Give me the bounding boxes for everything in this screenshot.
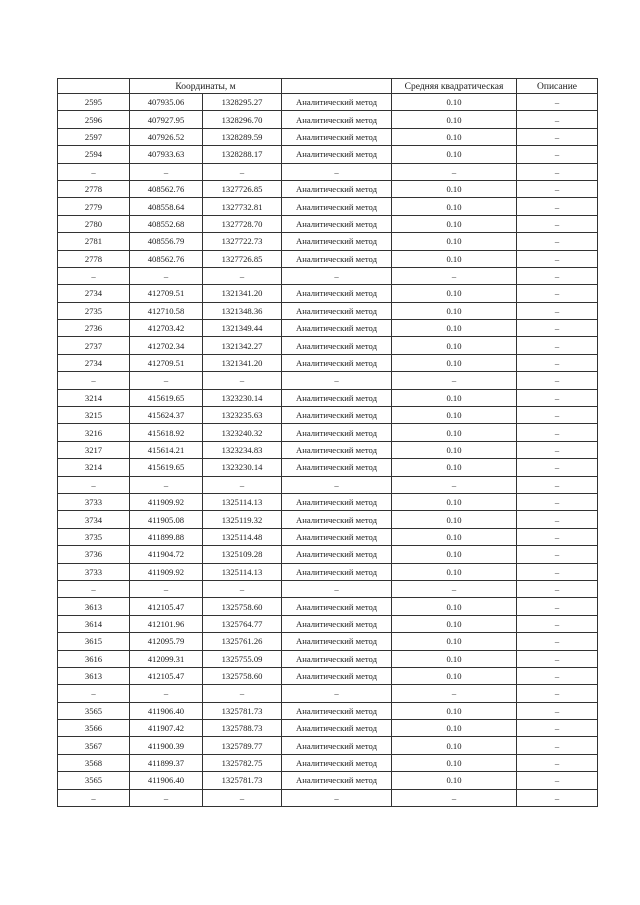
coord-x-cell: 407927.95 — [130, 111, 203, 128]
method-cell: Аналитический метод — [282, 615, 392, 632]
point-number-cell: – — [58, 685, 130, 702]
description-cell: – — [517, 146, 598, 163]
point-number-cell: 3735 — [58, 528, 130, 545]
point-number-cell: 3733 — [58, 493, 130, 510]
method-cell: Аналитический метод — [282, 772, 392, 789]
error-cell: 0.10 — [392, 528, 517, 545]
table-row — [58, 633, 598, 650]
coord-y-cell: 1327722.73 — [203, 233, 282, 250]
table-row — [58, 511, 598, 528]
method-cell: Аналитический метод — [282, 667, 392, 684]
point-number-cell: 2734 — [58, 354, 130, 371]
description-cell: – — [517, 476, 598, 493]
coord-y-cell: 1325788.73 — [203, 720, 282, 737]
point-number-cell: – — [58, 372, 130, 389]
point-number-cell: 3565 — [58, 702, 130, 719]
table-body — [58, 94, 598, 807]
method-cell: Аналитический метод — [282, 407, 392, 424]
error-cell: 0.10 — [392, 337, 517, 354]
coord-y-cell: 1323230.14 — [203, 459, 282, 476]
method-cell: Аналитический метод — [282, 146, 392, 163]
method-cell: Аналитический метод — [282, 180, 392, 197]
method-cell: Аналитический метод — [282, 337, 392, 354]
method-cell: Аналитический метод — [282, 233, 392, 250]
separator-row — [58, 163, 598, 180]
coord-y-cell: 1325119.32 — [203, 511, 282, 528]
coord-x-cell: 411899.88 — [130, 528, 203, 545]
coord-y-cell: – — [203, 267, 282, 284]
coord-y-cell: 1325781.73 — [203, 772, 282, 789]
coord-x-cell: 412105.47 — [130, 667, 203, 684]
coord-y-cell: 1327728.70 — [203, 215, 282, 232]
coord-x-cell: 408556.79 — [130, 233, 203, 250]
table-row — [58, 180, 598, 197]
description-cell: – — [517, 702, 598, 719]
description-cell: – — [517, 215, 598, 232]
method-cell: – — [282, 580, 392, 597]
description-cell: – — [517, 528, 598, 545]
separator-row — [58, 789, 598, 806]
method-cell: Аналитический метод — [282, 598, 392, 615]
description-cell: – — [517, 250, 598, 267]
point-number-cell: 2736 — [58, 320, 130, 337]
method-cell: – — [282, 685, 392, 702]
coord-x-cell: 412709.51 — [130, 354, 203, 371]
coord-y-cell: 1323234.83 — [203, 441, 282, 458]
coord-y-cell: – — [203, 476, 282, 493]
point-number-cell: 3566 — [58, 720, 130, 737]
error-cell: 0.10 — [392, 720, 517, 737]
description-cell: – — [517, 667, 598, 684]
error-cell: – — [392, 685, 517, 702]
coord-x-cell: – — [130, 580, 203, 597]
point-number-cell: 3733 — [58, 563, 130, 580]
description-cell: – — [517, 754, 598, 771]
error-cell: 0.10 — [392, 111, 517, 128]
coord-y-cell: 1325114.48 — [203, 528, 282, 545]
coord-x-cell: 411900.39 — [130, 737, 203, 754]
method-cell: Аналитический метод — [282, 754, 392, 771]
error-cell: – — [392, 163, 517, 180]
coord-x-cell: 415624.37 — [130, 407, 203, 424]
description-cell: – — [517, 511, 598, 528]
point-number-cell: 3734 — [58, 511, 130, 528]
table-row — [58, 772, 598, 789]
description-cell: – — [517, 493, 598, 510]
coord-x-cell: 411904.72 — [130, 546, 203, 563]
table-row — [58, 407, 598, 424]
point-number-cell: 2596 — [58, 111, 130, 128]
point-number-cell: 2779 — [58, 198, 130, 215]
coord-x-cell: 411909.92 — [130, 563, 203, 580]
point-number-cell: 3214 — [58, 389, 130, 406]
table-row — [58, 285, 598, 302]
table-row — [58, 354, 598, 371]
table-row — [58, 424, 598, 441]
table-row — [58, 459, 598, 476]
coord-y-cell: 1323230.14 — [203, 389, 282, 406]
description-cell: – — [517, 389, 598, 406]
point-number-cell: 3215 — [58, 407, 130, 424]
table-row — [58, 337, 598, 354]
coord-y-cell: 1321348.36 — [203, 302, 282, 319]
method-cell: Аналитический метод — [282, 389, 392, 406]
error-cell: 0.10 — [392, 407, 517, 424]
error-cell: 0.10 — [392, 493, 517, 510]
table-row — [58, 250, 598, 267]
coord-y-cell: 1325761.26 — [203, 633, 282, 650]
error-cell: 0.10 — [392, 320, 517, 337]
coord-x-cell: 415618.92 — [130, 424, 203, 441]
point-number-cell: 2780 — [58, 215, 130, 232]
error-cell: 0.10 — [392, 128, 517, 145]
coord-y-cell: 1321349.44 — [203, 320, 282, 337]
coord-y-cell: 1327726.85 — [203, 250, 282, 267]
table-row — [58, 198, 598, 215]
description-cell: – — [517, 546, 598, 563]
coord-x-cell: 412105.47 — [130, 598, 203, 615]
error-cell: 0.10 — [392, 233, 517, 250]
error-cell: 0.10 — [392, 215, 517, 232]
method-cell: Аналитический метод — [282, 441, 392, 458]
table-row — [58, 441, 598, 458]
point-number-cell: 3613 — [58, 598, 130, 615]
separator-row — [58, 685, 598, 702]
method-cell: Аналитический метод — [282, 424, 392, 441]
coord-y-cell: 1325758.60 — [203, 667, 282, 684]
table-row — [58, 615, 598, 632]
point-number-cell: 2781 — [58, 233, 130, 250]
error-cell: 0.10 — [392, 737, 517, 754]
point-number-cell: 3615 — [58, 633, 130, 650]
description-cell: – — [517, 720, 598, 737]
method-cell: Аналитический метод — [282, 528, 392, 545]
coord-x-cell: – — [130, 372, 203, 389]
coord-x-cell: 411899.37 — [130, 754, 203, 771]
table-row — [58, 389, 598, 406]
coord-y-cell: 1325758.60 — [203, 598, 282, 615]
coord-y-cell: – — [203, 163, 282, 180]
table-row — [58, 754, 598, 771]
method-cell: – — [282, 476, 392, 493]
error-cell: 0.10 — [392, 650, 517, 667]
description-cell: – — [517, 111, 598, 128]
method-cell: Аналитический метод — [282, 720, 392, 737]
coord-x-cell: 407933.63 — [130, 146, 203, 163]
description-cell: – — [517, 233, 598, 250]
description-cell: – — [517, 407, 598, 424]
error-cell: 0.10 — [392, 441, 517, 458]
table-row — [58, 233, 598, 250]
point-number-cell: 3736 — [58, 546, 130, 563]
description-cell: – — [517, 320, 598, 337]
separator-row — [58, 267, 598, 284]
point-number-cell: 2734 — [58, 285, 130, 302]
method-cell: Аналитический метод — [282, 493, 392, 510]
error-cell: 0.10 — [392, 459, 517, 476]
coord-x-cell: – — [130, 267, 203, 284]
description-cell: – — [517, 128, 598, 145]
coordinates-sheet — [57, 78, 597, 807]
description-cell: – — [517, 285, 598, 302]
description-cell: – — [517, 633, 598, 650]
error-cell: 0.10 — [392, 198, 517, 215]
description-cell: – — [517, 302, 598, 319]
point-number-cell: 2735 — [58, 302, 130, 319]
error-cell: 0.10 — [392, 546, 517, 563]
error-cell: 0.10 — [392, 702, 517, 719]
description-cell: – — [517, 441, 598, 458]
table-row — [58, 128, 598, 145]
description-cell: – — [517, 163, 598, 180]
error-cell: 0.10 — [392, 302, 517, 319]
method-cell: Аналитический метод — [282, 459, 392, 476]
coord-y-cell: 1325789.77 — [203, 737, 282, 754]
header-description: Описание — [517, 79, 598, 94]
method-cell: Аналитический метод — [282, 215, 392, 232]
coord-x-cell: 407935.06 — [130, 94, 203, 111]
error-cell: – — [392, 789, 517, 806]
point-number-cell: 2737 — [58, 337, 130, 354]
point-number-cell: 3613 — [58, 667, 130, 684]
description-cell: – — [517, 737, 598, 754]
description-cell: – — [517, 424, 598, 441]
coord-y-cell: 1328295.27 — [203, 94, 282, 111]
method-cell: Аналитический метод — [282, 198, 392, 215]
coord-x-cell: 412709.51 — [130, 285, 203, 302]
method-cell: Аналитический метод — [282, 94, 392, 111]
error-cell: 0.10 — [392, 563, 517, 580]
coord-x-cell: 407926.52 — [130, 128, 203, 145]
method-cell: Аналитический метод — [282, 633, 392, 650]
coord-x-cell: – — [130, 685, 203, 702]
coord-x-cell: 412703.42 — [130, 320, 203, 337]
point-number-cell: 2597 — [58, 128, 130, 145]
error-cell: 0.10 — [392, 94, 517, 111]
coord-y-cell: 1328289.59 — [203, 128, 282, 145]
point-number-cell: 3565 — [58, 772, 130, 789]
method-cell: Аналитический метод — [282, 546, 392, 563]
point-number-cell: 3216 — [58, 424, 130, 441]
description-cell: – — [517, 354, 598, 371]
table-header — [58, 79, 598, 94]
method-cell: Аналитический метод — [282, 511, 392, 528]
error-cell: 0.10 — [392, 354, 517, 371]
point-number-cell: 3214 — [58, 459, 130, 476]
table-row — [58, 320, 598, 337]
coord-y-cell: 1323235.63 — [203, 407, 282, 424]
coord-x-cell: 412702.34 — [130, 337, 203, 354]
method-cell: Аналитический метод — [282, 320, 392, 337]
description-cell: – — [517, 459, 598, 476]
description-cell: – — [517, 337, 598, 354]
coord-x-cell: 411906.40 — [130, 702, 203, 719]
method-cell: Аналитический метод — [282, 354, 392, 371]
error-cell: 0.10 — [392, 667, 517, 684]
description-cell: – — [517, 372, 598, 389]
point-number-cell: – — [58, 580, 130, 597]
coord-y-cell: 1325109.28 — [203, 546, 282, 563]
error-cell: – — [392, 476, 517, 493]
table-row — [58, 650, 598, 667]
coord-x-cell: 412099.31 — [130, 650, 203, 667]
method-cell: Аналитический метод — [282, 285, 392, 302]
point-number-cell: 3616 — [58, 650, 130, 667]
coord-y-cell: – — [203, 685, 282, 702]
description-cell: – — [517, 615, 598, 632]
point-number-cell: – — [58, 476, 130, 493]
table-row — [58, 720, 598, 737]
point-number-cell: 2594 — [58, 146, 130, 163]
description-cell: – — [517, 180, 598, 197]
description-cell: – — [517, 94, 598, 111]
coord-x-cell: 411909.92 — [130, 493, 203, 510]
error-cell: – — [392, 267, 517, 284]
method-cell: Аналитический метод — [282, 250, 392, 267]
error-cell: – — [392, 580, 517, 597]
method-cell: – — [282, 789, 392, 806]
point-number-cell: 3567 — [58, 737, 130, 754]
table-row — [58, 302, 598, 319]
error-cell: 0.10 — [392, 389, 517, 406]
coord-x-cell: 411907.42 — [130, 720, 203, 737]
coord-y-cell: 1325114.13 — [203, 493, 282, 510]
description-cell: – — [517, 580, 598, 597]
method-cell: – — [282, 163, 392, 180]
coord-y-cell: 1325782.75 — [203, 754, 282, 771]
table-row — [58, 215, 598, 232]
method-cell: Аналитический метод — [282, 563, 392, 580]
error-cell: 0.10 — [392, 615, 517, 632]
point-number-cell: 3568 — [58, 754, 130, 771]
header-error: Средняя квадратическая — [392, 79, 517, 94]
coord-y-cell: 1321341.20 — [203, 354, 282, 371]
error-cell: 0.10 — [392, 285, 517, 302]
coord-x-cell: 408552.68 — [130, 215, 203, 232]
table-row — [58, 667, 598, 684]
description-cell: – — [517, 598, 598, 615]
coord-y-cell: – — [203, 789, 282, 806]
coord-x-cell: 408558.64 — [130, 198, 203, 215]
point-number-cell: 2595 — [58, 94, 130, 111]
point-number-cell: – — [58, 267, 130, 284]
header-point-cell — [58, 79, 130, 94]
description-cell: – — [517, 789, 598, 806]
coord-y-cell: – — [203, 580, 282, 597]
coord-x-cell: – — [130, 476, 203, 493]
error-cell: – — [392, 372, 517, 389]
table-row — [58, 528, 598, 545]
description-cell: – — [517, 267, 598, 284]
error-cell: 0.10 — [392, 754, 517, 771]
error-cell: 0.10 — [392, 633, 517, 650]
table-row — [58, 111, 598, 128]
coord-x-cell: 412710.58 — [130, 302, 203, 319]
coord-y-cell: 1327726.85 — [203, 180, 282, 197]
coord-y-cell: 1325755.09 — [203, 650, 282, 667]
description-cell: – — [517, 198, 598, 215]
coord-x-cell: 408562.76 — [130, 250, 203, 267]
coord-y-cell: 1328288.17 — [203, 146, 282, 163]
coord-y-cell: 1321341.20 — [203, 285, 282, 302]
method-cell: Аналитический метод — [282, 128, 392, 145]
point-number-cell: 3217 — [58, 441, 130, 458]
table-row — [58, 563, 598, 580]
point-number-cell: – — [58, 163, 130, 180]
coord-y-cell: 1325781.73 — [203, 702, 282, 719]
error-cell: 0.10 — [392, 772, 517, 789]
method-cell: Аналитический метод — [282, 650, 392, 667]
error-cell: 0.10 — [392, 250, 517, 267]
point-number-cell: – — [58, 789, 130, 806]
method-cell: Аналитический метод — [282, 111, 392, 128]
coord-y-cell: 1328296.70 — [203, 111, 282, 128]
error-cell: 0.10 — [392, 598, 517, 615]
coord-x-cell: 415619.65 — [130, 389, 203, 406]
coord-x-cell: 411906.40 — [130, 772, 203, 789]
description-cell: – — [517, 563, 598, 580]
coord-y-cell: 1327732.81 — [203, 198, 282, 215]
method-cell: – — [282, 372, 392, 389]
coord-y-cell: – — [203, 372, 282, 389]
coord-y-cell: 1325764.77 — [203, 615, 282, 632]
coord-x-cell: 415614.21 — [130, 441, 203, 458]
coord-x-cell: 411905.08 — [130, 511, 203, 528]
table-row — [58, 737, 598, 754]
coord-y-cell: 1323240.32 — [203, 424, 282, 441]
header-coordinates: Координаты, м — [130, 79, 282, 94]
coord-y-cell: 1325114.13 — [203, 563, 282, 580]
coord-y-cell: 1321342.27 — [203, 337, 282, 354]
table-row — [58, 702, 598, 719]
description-cell: – — [517, 685, 598, 702]
table-row — [58, 598, 598, 615]
point-number-cell: 2778 — [58, 180, 130, 197]
coord-x-cell: – — [130, 163, 203, 180]
method-cell: Аналитический метод — [282, 302, 392, 319]
description-cell: – — [517, 650, 598, 667]
coord-x-cell: 408562.76 — [130, 180, 203, 197]
error-cell: 0.10 — [392, 511, 517, 528]
point-number-cell: 2778 — [58, 250, 130, 267]
table-row — [58, 94, 598, 111]
table-row — [58, 493, 598, 510]
table-row — [58, 546, 598, 563]
header-method-cell — [282, 79, 392, 94]
method-cell: Аналитический метод — [282, 737, 392, 754]
separator-row — [58, 476, 598, 493]
error-cell: 0.10 — [392, 424, 517, 441]
point-number-cell: 3614 — [58, 615, 130, 632]
description-cell: – — [517, 772, 598, 789]
separator-row — [58, 372, 598, 389]
table-row — [58, 146, 598, 163]
error-cell: 0.10 — [392, 146, 517, 163]
method-cell: Аналитический метод — [282, 702, 392, 719]
method-cell: – — [282, 267, 392, 284]
coordinates-table — [57, 78, 598, 807]
coord-x-cell: – — [130, 789, 203, 806]
coord-x-cell: 415619.65 — [130, 459, 203, 476]
coord-x-cell: 412095.79 — [130, 633, 203, 650]
separator-row — [58, 580, 598, 597]
error-cell: 0.10 — [392, 180, 517, 197]
coord-x-cell: 412101.96 — [130, 615, 203, 632]
